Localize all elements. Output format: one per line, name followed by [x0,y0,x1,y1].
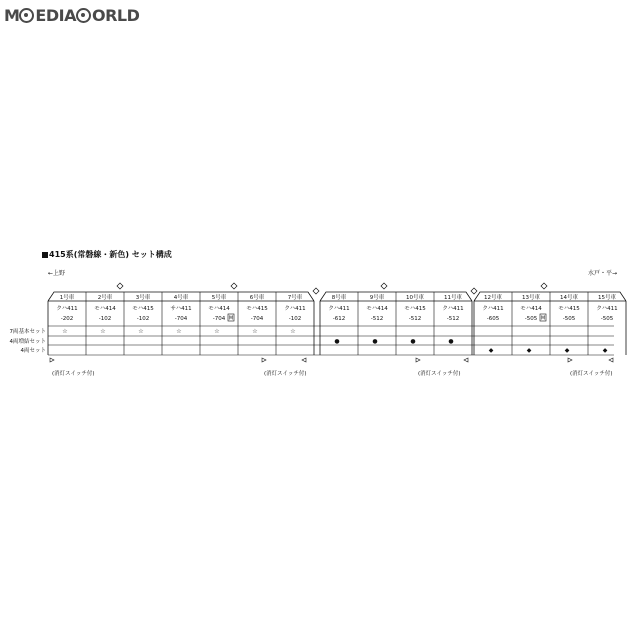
row-label-2: 4両増結セット [9,339,46,345]
car-type-label: モハ414 [520,306,542,312]
car-number-label: 7号車 [287,295,303,301]
car-number-label: 14号車 [560,295,578,301]
car-type-label: クハ411 [442,306,464,312]
car-type-label: クハ411 [482,306,504,312]
switch-note-car-15: (消灯スイッチ付) [570,371,613,377]
coupler-diamond-icon [117,283,123,289]
motor-car-mark: M [540,315,546,322]
set-membership-marker: ● [410,338,416,345]
set-membership-marker: ● [372,338,378,345]
car-type-label: モハ415 [246,306,268,312]
car-type-label: モハ415 [132,306,154,312]
car-type-label: サハ411 [170,306,192,312]
set-membership-marker: ☆ [62,328,68,335]
car-number-label: 1号車 [59,295,75,301]
set-membership-marker: ◆ [602,347,608,354]
coupler-diamond-icon [313,288,319,294]
car-number-label: 8号車 [331,295,347,301]
car-number-label: 5号車 [211,295,227,301]
car-serial-label: -612 [332,316,346,322]
logo-text-edia: EDIA [35,5,76,25]
car-serial-label: -512 [446,316,460,322]
tail-light-arrow-icon [50,358,54,362]
coupler-diamond-icon [381,283,387,289]
set-membership-marker: ◆ [488,347,494,354]
tail-light-arrow-icon [302,358,306,362]
row-label-1: 7両基本セット [9,329,46,335]
car-type-label: モハ414 [366,306,388,312]
set-membership-marker: ☆ [252,328,258,335]
set-membership-marker: ☆ [176,328,182,335]
switch-note-car-11: (消灯スイッチ付) [418,371,461,377]
car-type-label: クハ411 [328,306,350,312]
car-serial-label: -505 [524,316,538,322]
car-serial-label: -102 [98,316,112,322]
set-membership-marker: ◆ [564,347,570,354]
car-serial-label: -704 [174,316,188,322]
car-number-label: 11号車 [444,295,462,301]
set-membership-marker: ◆ [526,347,532,354]
motor-car-mark: M [228,315,234,322]
logo-letter-m: M [4,5,20,25]
logo-text-orld: ORLD [91,5,140,25]
car-number-label: 6号車 [249,295,265,301]
car-number-label: 4号車 [173,295,189,301]
tail-light-arrow-icon [609,358,613,362]
set-membership-marker: ☆ [290,328,296,335]
car-type-label: クハ411 [284,306,306,312]
coupler-diamond-icon [471,288,477,294]
car-serial-label: -704 [250,316,264,322]
car-number-label: 15号車 [598,295,616,301]
car-number-label: 2号車 [97,295,113,301]
set-membership-marker: ☆ [214,328,220,335]
car-serial-label: -512 [408,316,422,322]
tail-light-arrow-icon [416,358,420,362]
row-label-3: 4両セット [20,348,46,354]
car-serial-label: -505 [562,316,576,322]
tail-light-arrow-icon [464,358,468,362]
car-number-label: 9号車 [369,295,385,301]
car-type-label: モハ414 [94,306,116,312]
coupler-diamond-icon [231,283,237,289]
switch-note-car-7: (消灯スイッチ付) [264,371,307,377]
car-serial-label: -102 [136,316,150,322]
car-type-label: クハ411 [596,306,618,312]
set-membership-marker: ● [334,338,340,345]
tail-light-arrow-icon [568,358,572,362]
diagram-title: 415系(常磐線・新色) セット構成 [42,249,172,260]
car-number-label: 3号車 [135,295,151,301]
car-number-label: 12号車 [484,295,502,301]
tail-light-arrow-icon [262,358,266,362]
direction-right-label: 水戸・平→ [588,270,618,277]
car-type-label: モハ415 [558,306,580,312]
switch-note-car-1: (消灯スイッチ付) [52,371,95,377]
set-membership-marker: ● [448,338,454,345]
car-type-label: クハ411 [56,306,78,312]
car-serial-label: -704 [212,316,226,322]
car-serial-label: -505 [600,316,614,322]
car-number-label: 10号車 [406,295,424,301]
car-type-label: モハ414 [208,306,230,312]
car-serial-label: -512 [370,316,384,322]
set-membership-marker: ☆ [100,328,106,335]
set-membership-marker: ☆ [138,328,144,335]
car-serial-label: -605 [486,316,500,322]
car-serial-label: -102 [288,316,302,322]
direction-left-label: ←上野 [48,270,66,277]
car-number-label: 13号車 [522,295,540,301]
car-serial-label: -202 [60,316,74,322]
car-type-label: モハ415 [404,306,426,312]
coupler-diamond-icon [541,283,547,289]
